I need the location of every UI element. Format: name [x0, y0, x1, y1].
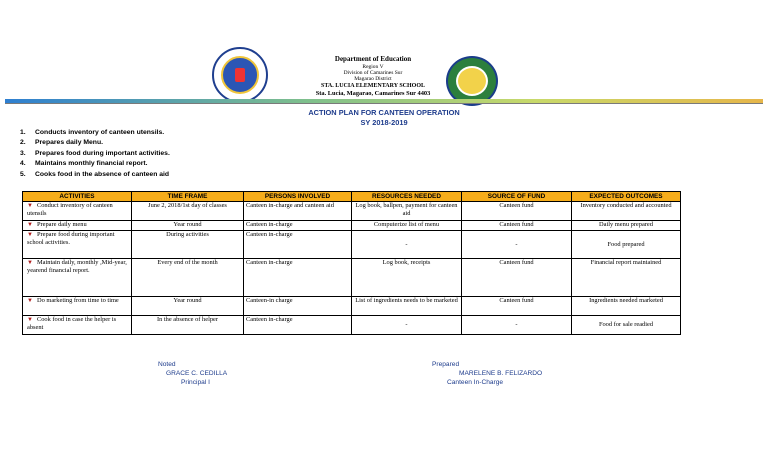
region: Region V: [362, 64, 384, 70]
action-plan-table: [22, 191, 681, 335]
table-cell: ▼ Do marketing from time to time: [23, 297, 132, 316]
noted-position: Principal I: [181, 379, 210, 386]
table-row: [23, 316, 681, 335]
table-cell: Inventory conducted and accounted: [572, 202, 681, 221]
table-row: [23, 221, 681, 231]
table-cell: June 2, 2018/1st day of classes: [132, 202, 244, 221]
arrow-bullet-icon: ▼: [27, 222, 33, 228]
table-cell: Canteen in-charge: [244, 231, 352, 259]
table-cell: ▼ Prepare daily menu: [23, 221, 132, 231]
list-item: 1. Conducts inventory of canteen utensils.: [20, 129, 165, 136]
table-cell: In the absence of helper: [132, 316, 244, 335]
table-cell: -: [352, 316, 462, 335]
deped-seal-logo: [212, 47, 268, 103]
column-header: RESOURCES NEEDED: [352, 192, 462, 202]
table-row: [23, 231, 681, 259]
table-cell: Canteen-in charge: [244, 297, 352, 316]
list-item: 2. Prepares daily Menu.: [20, 139, 103, 147]
noted-name: GRACE C. CEDILLA: [166, 370, 228, 377]
task-list: [20, 128, 170, 180]
column-header: ACTIVITIES: [23, 192, 132, 202]
arrow-bullet-icon: ▼: [27, 232, 33, 238]
table-cell: Computerize list of menu: [352, 221, 462, 231]
table-cell: Daily menu prepared: [572, 221, 681, 231]
arrow-bullet-icon: ▼: [27, 260, 33, 266]
table-cell: -: [352, 231, 462, 259]
list-item: 4. Maintains monthly financial report.: [20, 160, 148, 168]
school-name: STA. LUCIA ELEMENTARY SCHOOL: [320, 83, 426, 89]
list-item: 3. Prepares food during important activities.: [20, 149, 170, 157]
column-header: SOURCE OF FUND: [462, 192, 572, 202]
district: Magarao District: [354, 76, 392, 82]
school-address: Sta. Lucia, Magarao, Camarines Sur 4403: [315, 90, 431, 97]
department-name: Department of Education: [334, 55, 412, 63]
table-header-row: [23, 192, 681, 202]
table-cell: ▼ Conduct inventory of canteen utensils: [23, 202, 132, 221]
table-cell: Canteen fund: [462, 259, 572, 297]
table-cell: Canteen in-charge: [244, 316, 352, 335]
prepared-position: Canteen In-Charge: [447, 379, 504, 386]
table-cell: Canteen in-charge and canteen aid: [244, 202, 352, 221]
table-cell: Every end of the month: [132, 259, 244, 297]
table-cell: Food for sale readied: [572, 316, 681, 335]
column-header: TIME FRAME: [132, 192, 244, 202]
table-cell: Financial report maintained: [572, 259, 681, 297]
table-cell: Canteen in-charge: [244, 259, 352, 297]
table-cell: -: [462, 316, 572, 335]
header-divider-shadow: [5, 103, 763, 104]
table-cell: Ingredients needed marketed: [572, 297, 681, 316]
column-header: PERSONS INVOLVED: [244, 192, 352, 202]
table-cell: ▼ Cook food in case the helper is absent: [23, 316, 132, 335]
table-cell: During activities: [132, 231, 244, 259]
noted-label: Noted: [158, 361, 176, 368]
table-cell: ▼ Prepare food during important school activities.: [23, 231, 132, 259]
division: Division of Camarines Sur: [343, 70, 403, 76]
table-cell: Log book, ballpen, payment for canteen aid: [352, 202, 462, 221]
table-cell: -: [462, 231, 572, 259]
table-cell: Canteen fund: [462, 297, 572, 316]
table-cell: Year round: [132, 297, 244, 316]
table-cell: Canteen fund: [462, 221, 572, 231]
table-cell: Log book, receipts: [352, 259, 462, 297]
table-row: [23, 202, 681, 221]
prepared-name: MARELENE B. FELIZARDO: [459, 370, 543, 377]
list-item: 5. Cooks food in the absence of canteen aid: [20, 170, 170, 178]
table-cell: Food prepared: [572, 231, 681, 259]
prepared-label: Prepared: [432, 361, 460, 368]
table-cell: List of ingredients needs to be marketed: [352, 297, 462, 316]
page-title: ACTION PLAN FOR CANTEEN OPERATION: [308, 108, 460, 117]
table-cell: Canteen fund: [462, 202, 572, 221]
table-cell: ▼ Maintain daily, monthly ,Mid-year, yearend financial report.: [23, 259, 132, 297]
arrow-bullet-icon: ▼: [27, 298, 33, 304]
column-header: EXPECTED OUTCOMES: [572, 192, 681, 202]
arrow-bullet-icon: ▼: [27, 203, 33, 209]
table-cell: Year round: [132, 221, 244, 231]
table-row: [23, 297, 681, 316]
table-row: [23, 259, 681, 297]
table-cell: Canteen in-charge: [244, 221, 352, 231]
arrow-bullet-icon: ▼: [27, 317, 33, 323]
school-year: SY 2018-2019: [360, 118, 408, 127]
